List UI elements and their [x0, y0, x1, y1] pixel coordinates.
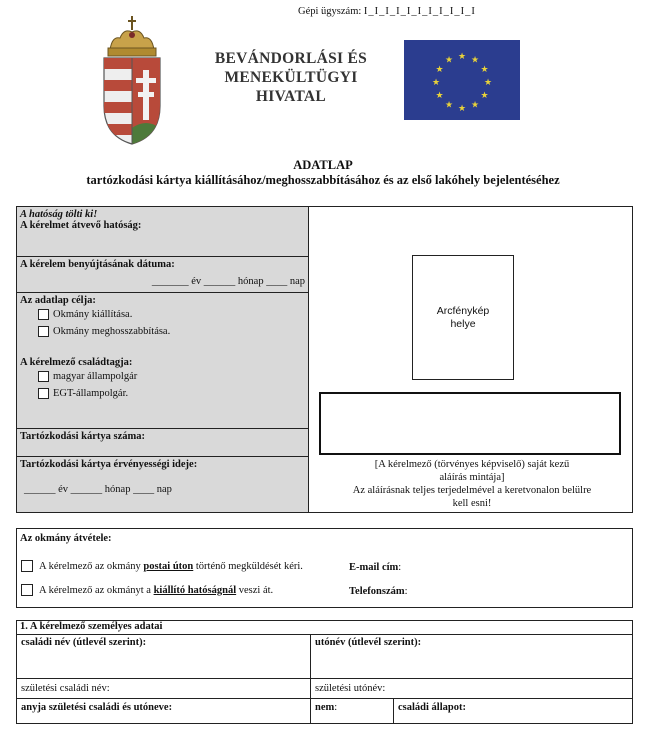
birth-given-name-label: születési utónév:	[315, 683, 386, 694]
svg-text:★: ★	[435, 91, 444, 101]
phone-field[interactable]	[349, 586, 408, 597]
birth-family-name-cell[interactable]	[17, 679, 311, 699]
issue-checkbox[interactable]	[38, 309, 49, 320]
svg-text:★: ★	[457, 52, 467, 62]
card-validity-field[interactable]: ______ év ______ hónap ____ nap	[24, 484, 172, 495]
hungarian-coat-of-arms-icon	[96, 10, 168, 148]
postal-text-bold: postai úton	[143, 560, 194, 572]
signature-note-4: kell esni!	[452, 498, 492, 509]
phone-label: Telefonszám	[349, 586, 405, 597]
svg-text:★: ★	[470, 55, 480, 66]
svg-text:★: ★	[431, 78, 441, 88]
receiving-authority-section	[17, 207, 308, 257]
agency-line-1: BEVÁNDORLÁSI ÉS	[214, 50, 368, 67]
form-title-main: ADATLAP	[293, 158, 353, 172]
marital-status-label: családi állapot:	[398, 702, 466, 713]
sex-label: nem	[315, 702, 335, 713]
birth-given-name-cell[interactable]	[311, 679, 632, 699]
purpose-section	[17, 293, 308, 429]
mother-name-cell[interactable]	[17, 699, 311, 723]
svg-text:★: ★	[483, 78, 493, 88]
photo-label-2: helye	[450, 317, 476, 330]
agency-line-2: MENEKÜLTÜGYI	[224, 69, 358, 86]
form-title-sub: tartózkodási kártya kiállításához/meghosszabbításához és az első lakóhely bejelentéséhez	[86, 173, 560, 187]
postal-delivery-checkbox[interactable]	[21, 560, 33, 572]
purpose-option-issue[interactable]	[38, 306, 305, 323]
personal-section-title-text: 1. A kérelmező személyes adatai	[20, 621, 163, 632]
hungarian-citizen-label: magyar állampolgár	[53, 371, 138, 382]
postal-text-post: történő megküldését kéri.	[195, 560, 303, 572]
card-number-section	[17, 429, 308, 457]
submission-date-label: A kérelem benyújtásának dátuma:	[20, 259, 175, 270]
case-number	[298, 6, 476, 17]
given-name-cell[interactable]	[311, 635, 632, 679]
document-pickup-section	[16, 528, 633, 608]
office-text-pre: A kérelmező az okmányt a	[39, 584, 151, 596]
purpose-label: Az adatlap célja:	[20, 295, 96, 306]
eea-citizen-label: EGT-állampolgár.	[53, 388, 129, 399]
authority-note: A hatóság tölti ki!	[20, 209, 98, 220]
card-validity-label: Tartózkodási kártya érvényességi ideje:	[20, 459, 198, 470]
family-member-label: A kérelmező családtagja:	[20, 357, 133, 368]
personal-data-table	[16, 620, 633, 724]
purpose-option-extend[interactable]	[38, 323, 305, 340]
pickup-title: Az okmány átvétele:	[20, 533, 112, 544]
receiving-authority-label: A kérelmet átvevő hatóság:	[20, 220, 142, 231]
agency-name	[196, 49, 386, 106]
email-colon: :	[398, 562, 402, 573]
extend-checkbox[interactable]	[38, 326, 49, 337]
signature-note-3: Az aláírásnak teljes terjedelmével a keretvonalon belülre	[352, 485, 592, 496]
photo-label-1: Arcfénykép	[436, 304, 490, 317]
mother-name-label: anyja születési családi és utóneve:	[21, 702, 173, 713]
office-text-post: veszi át.	[238, 584, 274, 596]
signature-note-2: aláírás mintája]	[439, 472, 505, 483]
family-name-label: családi név (útlevél szerint):	[21, 637, 147, 648]
authority-section	[17, 207, 309, 512]
case-number-label: Gépi ügyszám:	[298, 6, 362, 17]
phone-colon: :	[404, 586, 408, 597]
issue-option-label: Okmány kiállítása.	[53, 309, 133, 320]
agency-line-3: HIVATAL	[255, 88, 327, 105]
family-option-eea[interactable]	[38, 385, 305, 402]
email-field[interactable]	[349, 562, 401, 573]
personal-section-title	[17, 621, 632, 635]
svg-text:★: ★	[444, 55, 454, 66]
office-text-bold: kiállító hatóságnál	[153, 584, 237, 596]
office-pickup-checkbox[interactable]	[21, 584, 33, 596]
signature-note	[312, 458, 632, 510]
svg-text:★: ★	[480, 91, 489, 101]
submission-date-section	[17, 257, 308, 293]
card-number-label: Tartózkodási kártya száma:	[20, 431, 146, 442]
email-label: E-mail cím	[349, 562, 399, 573]
family-name-cell[interactable]	[17, 635, 311, 679]
svg-text:★: ★	[444, 100, 454, 111]
svg-text:★: ★	[470, 100, 480, 111]
signature-note-1: [A kérelmező (törvényes képviselő) saját kezű	[374, 459, 570, 470]
pickup-office-row[interactable]	[21, 584, 273, 596]
case-number-cells[interactable]: I_I_I_I_I_I_I_I_I_I_I	[363, 6, 476, 17]
photo-placeholder	[412, 255, 514, 380]
postal-text-pre: A kérelmező az okmány	[39, 560, 141, 572]
family-option-hungarian[interactable]	[38, 368, 305, 385]
signature-box[interactable]	[319, 392, 621, 455]
sex-cell[interactable]	[311, 699, 394, 723]
extend-option-label: Okmány meghosszabbítása.	[53, 326, 171, 337]
birth-family-name-label: születési családi név:	[21, 683, 110, 694]
sex-colon: :	[334, 702, 338, 713]
form-title	[0, 158, 646, 188]
pickup-postal-row[interactable]	[21, 560, 303, 572]
svg-text:★: ★	[435, 65, 444, 75]
svg-text:★: ★	[457, 104, 467, 114]
given-name-label: utónév (útlevél szerint):	[315, 637, 422, 648]
eu-flag-icon	[404, 40, 520, 120]
marital-status-cell[interactable]	[394, 699, 632, 723]
hungarian-citizen-checkbox[interactable]	[38, 371, 49, 382]
card-validity-section	[17, 457, 308, 512]
eea-citizen-checkbox[interactable]	[38, 388, 49, 399]
svg-text:★: ★	[480, 65, 489, 75]
submission-date-field[interactable]: _______ év ______ hónap ____ nap	[151, 276, 305, 287]
